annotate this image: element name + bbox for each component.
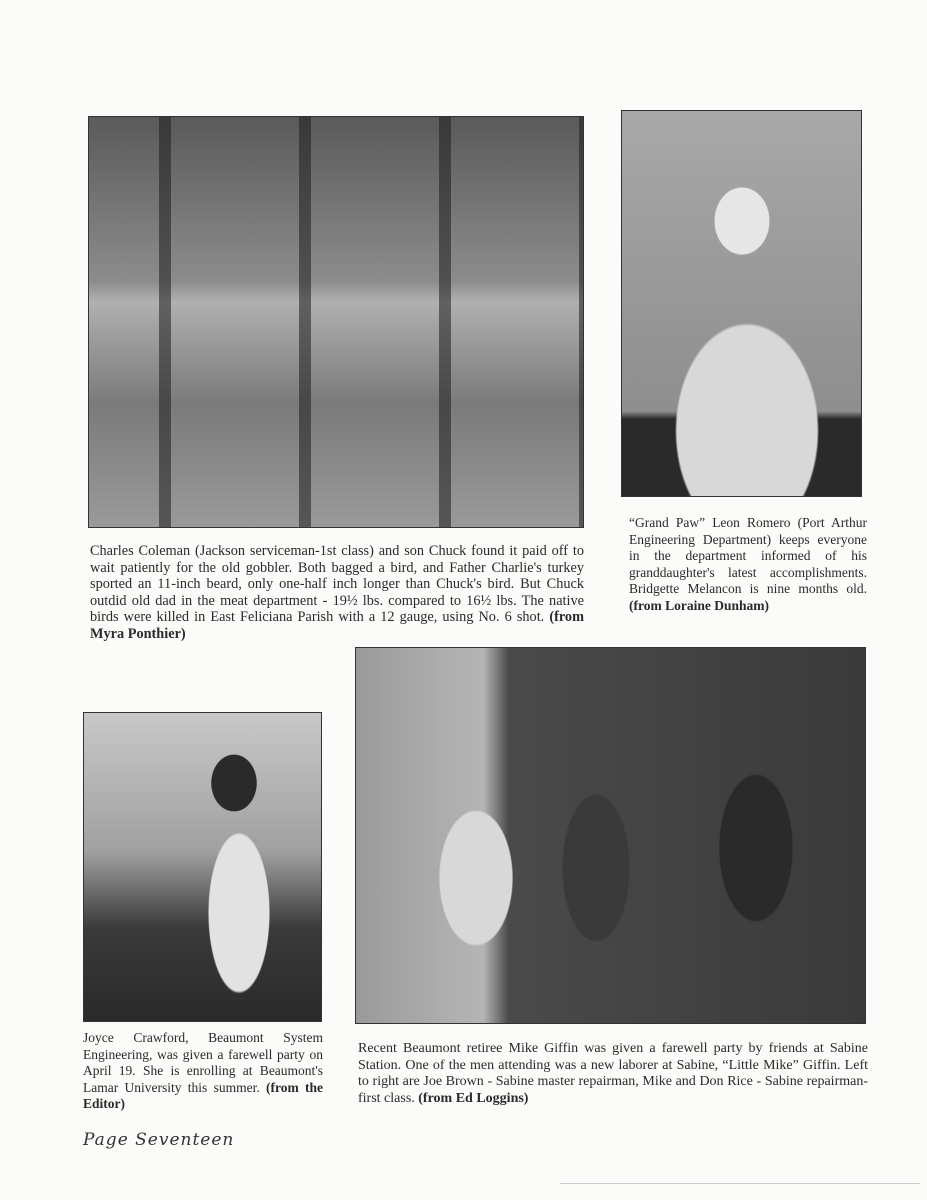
caption-credit: (from Myra Ponthier) bbox=[90, 609, 584, 642]
caption-credit: (from Loraine Dunham) bbox=[629, 597, 769, 613]
caption-coleman bbox=[90, 543, 584, 642]
retirement-party-photo bbox=[355, 647, 866, 1024]
baby-portrait-photo bbox=[621, 110, 862, 497]
caption-text: Charles Coleman (Jackson serviceman-1st class) and son Chuck found it paid off to wait patiently for the old gobbler. Both bagged a bird, and Father Charlie's turkey sported an 11-inch beard, only one-half inch longer than Chuck's bird. But Chuck outdid old dad in the meat department - 19½ lbs. compared to 16½ lbs. The native birds were killed in East Feliciana Parish with a 12 gauge, using No. 6 shot. bbox=[90, 543, 584, 625]
caption-text: “Grand Paw” Leon Romero (Port Arthur Engineering Department) keeps everyone in the department informed of his granddaughter's latest accomplishments. Bridgette Melancon is nine months old. bbox=[629, 515, 867, 596]
farewell-cake-photo bbox=[83, 712, 322, 1022]
caption-credit: (from the Editor) bbox=[83, 1079, 323, 1111]
caption-crawford bbox=[83, 1030, 323, 1113]
caption-credit: (from Ed Loggins) bbox=[418, 1090, 529, 1106]
caption-giffin bbox=[358, 1041, 868, 1107]
turkey-hunters-photo bbox=[88, 116, 584, 528]
footer-rule bbox=[560, 1183, 920, 1184]
caption-text: Joyce Crawford, Beaumont System Engineering, was given a farewell party on April 19. She is enrolling at Beaumont's Lamar University this summer. bbox=[83, 1030, 323, 1095]
caption-romero bbox=[629, 515, 867, 614]
page-number: Page Seventeen bbox=[83, 1130, 235, 1150]
caption-text: Recent Beaumont retiree Mike Giffin was given a farewell party by friends at Sabine Station. One of the men attending was a new laborer at Sabine, “Little Mike” Giffin. Left to right are Joe Brown - Sabine master repairman, Mike and Don Rice - Sabine repairman-first class. bbox=[358, 1041, 868, 1106]
